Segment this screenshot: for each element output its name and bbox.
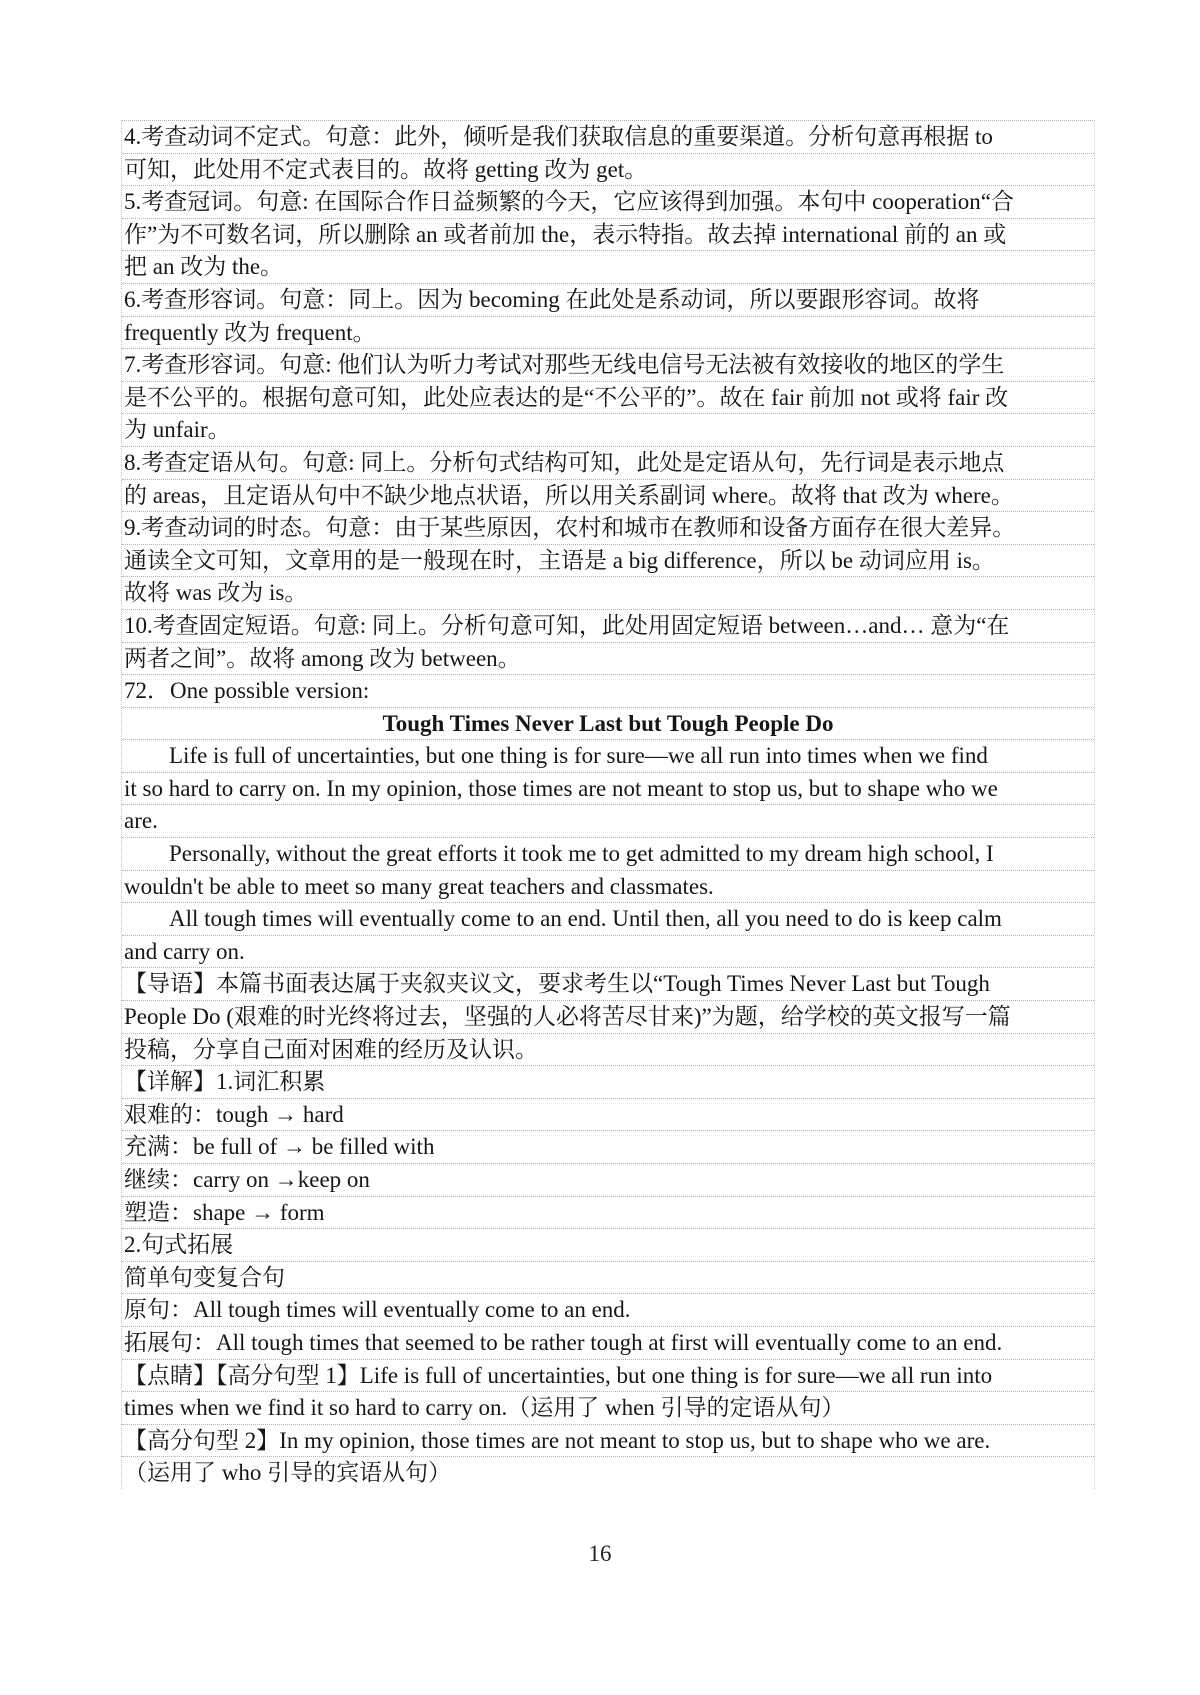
text-line: times when we find it so hard to carry on.（运用了 when 引导的定语从句）: [122, 1392, 1094, 1425]
text-line: Life is full of uncertainties, but one thing is for sure—we all run into times when we find: [122, 740, 1094, 773]
text-line: 故将 was 改为 is。: [122, 577, 1094, 610]
text-line: 9.考查动词的时态。句意：由于某些原因，农村和城市在教师和设备方面存在很大差异。: [122, 512, 1094, 545]
text-line: 为 unfair。: [122, 414, 1094, 447]
text-line: 的 areas，且定语从句中不缺少地点状语，所以用关系副词 where。故将 that 改为 where。: [122, 480, 1094, 513]
page-number: 16: [588, 1541, 612, 1566]
vocab-line: 继续：carry on →keep on: [122, 1164, 1094, 1197]
text-line: All tough times will eventually come to an end. Until then, all you need to do is keep calm: [122, 903, 1094, 936]
essay-title: Tough Times Never Last but Tough People Do: [122, 708, 1094, 741]
text-line: 7.考查形容词。句意: 他们认为听力考试对那些无线电信号无法被有效接收的地区的学生: [122, 349, 1094, 382]
text-line: 可知，此处用不定式表目的。故将 getting 改为 get。: [122, 154, 1094, 187]
vocab-line: 充满：be full of → be filled with: [122, 1131, 1094, 1164]
text-line: 2.句式拓展: [122, 1229, 1094, 1262]
text-line: 把 an 改为 the。: [122, 251, 1094, 284]
text-line: People Do (艰难的时光终将过去，坚强的人必将苦尽甘来)”为题，给学校的英文报写一篇: [122, 1001, 1094, 1034]
text-line: 投稿，分享自己面对困难的经历及认识。: [122, 1034, 1094, 1067]
text-line: 8.考查定语从句。句意: 同上。分析句式结构可知，此处是定语从句，先行词是表示地点: [122, 447, 1094, 480]
vocab-line: 塑造：shape → form: [122, 1197, 1094, 1230]
text-line: frequently 改为 frequent。: [122, 317, 1094, 350]
text-line: 【导语】本篇书面表达属于夹叙夹议文，要求考生以“Tough Times Never Last but Tough: [122, 968, 1094, 1001]
text-line: 两者之间”。故将 among 改为 between。: [122, 643, 1094, 676]
text-line: wouldn't be able to meet so many great teachers and classmates.: [122, 871, 1094, 904]
text-line: 4.考查动词不定式。句意：此外，倾听是我们获取信息的重要渠道。分析句意再根据 to: [122, 121, 1094, 154]
text-line: and carry on.: [122, 936, 1094, 969]
text-line: 通读全文可知，文章用的是一般现在时，主语是 a big difference，所以 be 动词应用 is。: [122, 545, 1094, 578]
text-line: are.: [122, 805, 1094, 838]
text-line: 【点睛】【高分句型 1】Life is full of uncertainties, but one thing is for sure—we all run into: [122, 1360, 1094, 1393]
text-line: （运用了 who 引导的宾语从句）: [124, 1460, 452, 1486]
text-line: 6.考查形容词。句意：同上。因为 becoming 在此处是系动词，所以要跟形容词。故将: [122, 284, 1094, 317]
text-line: 10.考查固定短语。句意: 同上。分析句意可知，此处用固定短语 between…and… 意为“在: [122, 610, 1094, 643]
text-line: 作”为不可数名词，所以删除 an 或者前加 the，表示特指。故去掉 international 前的 an 或: [122, 219, 1094, 252]
text-line: 5.考查冠词。句意: 在国际合作日益频繁的今天，它应该得到加强。本句中 cooperation“合: [122, 186, 1094, 219]
text-line: 是不公平的。根据句意可知，此处应表达的是“不公平的”。故在 fair 前加 not 或将 fair 改: [122, 382, 1094, 415]
question-72-label: 72．One possible version:: [122, 675, 1094, 708]
vocab-line: 艰难的：tough → hard: [122, 1099, 1094, 1132]
text-line: 简单句变复合句: [122, 1262, 1094, 1295]
text-line: 原句：All tough times will eventually come to an end.: [122, 1294, 1094, 1327]
text-line: 拓展句：All tough times that seemed to be rather tough at first will eventually come to an end.: [122, 1327, 1094, 1360]
answer-explanations-block: [121, 120, 1095, 1489]
text-line: 【高分句型 2】In my opinion, those times are not meant to stop us, but to shape who we are.: [122, 1425, 1094, 1458]
text-line: Personally, without the great efforts it took me to get admitted to my dream high school, I: [122, 838, 1094, 871]
text-line: it so hard to carry on. In my opinion, those times are not meant to stop us, but to shape who we: [122, 773, 1094, 806]
text-line: 【详解】1.词汇积累: [122, 1066, 1094, 1099]
